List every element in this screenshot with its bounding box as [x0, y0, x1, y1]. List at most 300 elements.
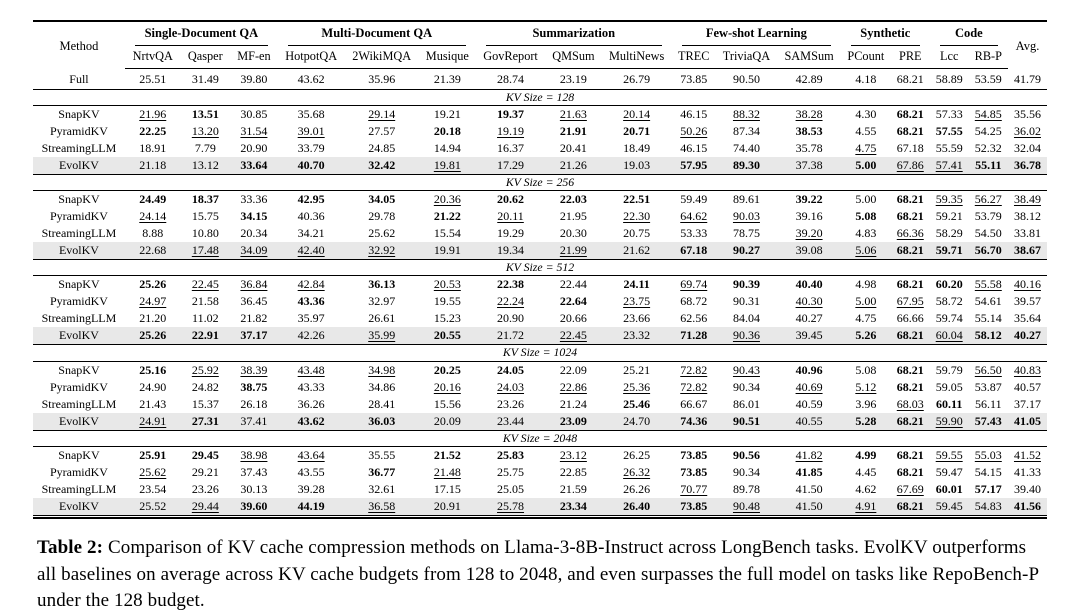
- column-group-label: Synthetic: [851, 26, 920, 46]
- second-best-value: 4.91: [855, 498, 877, 513]
- value-cell: 32.61: [368, 481, 396, 496]
- column-header: PCount: [841, 47, 891, 69]
- second-best-value: 25.62: [139, 464, 167, 479]
- value-cell: [344, 106, 418, 124]
- best-value: 41.56: [1013, 498, 1041, 513]
- value-cell: 19.29: [497, 226, 525, 241]
- value-cell: 31.49: [191, 71, 219, 86]
- value-cell: 4.62: [855, 481, 877, 496]
- results-table: [33, 20, 1047, 519]
- second-best-value: 42.84: [297, 277, 325, 292]
- value-cell: 90.34: [732, 464, 760, 479]
- value-cell: 29.78: [368, 209, 396, 224]
- value-cell: 41.79: [1013, 71, 1041, 86]
- value-cell: [969, 446, 1008, 464]
- column-header: Musique: [419, 47, 476, 69]
- method-cell: PyramidKV: [49, 124, 108, 139]
- column-header: HotpotQA: [278, 47, 345, 69]
- value-cell: 42.89: [795, 71, 823, 86]
- column-group-label: Few-shot Learning: [682, 26, 831, 46]
- best-value: 19.37: [497, 107, 525, 122]
- value-cell: 87.34: [732, 124, 760, 139]
- results-table-body: [33, 68, 1047, 518]
- best-value: 4.99: [855, 447, 877, 462]
- second-best-value: 20.16: [433, 379, 461, 394]
- best-value: 68.21: [896, 413, 924, 428]
- value-cell: [344, 498, 418, 516]
- best-value: 25.16: [139, 362, 167, 377]
- value-cell: [230, 276, 278, 294]
- value-cell: 43.33: [297, 379, 325, 394]
- value-cell: 21.43: [139, 396, 167, 411]
- value-cell: 59.05: [935, 379, 963, 394]
- value-cell: [230, 123, 278, 140]
- value-cell: 53.59: [974, 71, 1002, 86]
- best-value: 90.56: [732, 447, 760, 462]
- second-best-value: 68.03: [896, 396, 924, 411]
- value-cell: 26.18: [240, 396, 268, 411]
- value-cell: [419, 361, 476, 379]
- value-cell: 4.83: [855, 226, 877, 241]
- method-cell: StreamingLLM: [41, 311, 117, 326]
- table-row: [33, 481, 1047, 498]
- best-value: 68.21: [896, 277, 924, 292]
- value-cell: [476, 361, 546, 379]
- best-value: 22.51: [623, 192, 651, 207]
- value-cell: [716, 498, 778, 516]
- value-cell: 21.18: [125, 157, 181, 175]
- best-value: 20.55: [433, 328, 461, 343]
- caption-text: Comparison of KV cache compression methods on Llama-3-8B-Instruct across LongBench tasks. EvolKV outperforms all baselines on average across KV cache budgets from 128 to 2048, and even surpasses the full model on tasks like RepoBench-P under the 128 budget.: [37, 537, 1039, 612]
- value-cell: [1008, 157, 1047, 175]
- method-cell: SnapKV: [58, 107, 100, 122]
- value-cell: 29.21: [191, 464, 219, 479]
- value-cell: 35.64: [1013, 311, 1041, 326]
- value-cell: 24.82: [191, 379, 219, 394]
- value-cell: [278, 413, 345, 431]
- table-bottom-rule-cell: [33, 515, 1047, 518]
- value-cell: 40.27: [795, 311, 823, 326]
- column-header: MultiNews: [601, 47, 671, 69]
- second-best-value: 23.75: [623, 294, 651, 309]
- value-cell: [476, 293, 546, 310]
- second-best-value: 19.19: [497, 124, 525, 139]
- second-best-value: 25.36: [623, 379, 651, 394]
- value-cell: [841, 242, 891, 260]
- value-cell: [930, 446, 969, 464]
- value-cell: [777, 276, 841, 294]
- table-row: [33, 464, 1047, 481]
- value-cell: [545, 106, 601, 124]
- best-value: 20.18: [433, 124, 461, 139]
- second-best-value: 23.12: [559, 447, 587, 462]
- value-cell: 20.41: [559, 141, 587, 156]
- value-cell: [344, 361, 418, 379]
- value-cell: [230, 361, 278, 379]
- value-cell: 46.15: [680, 107, 708, 122]
- value-cell: [1008, 446, 1047, 464]
- column-group-label: Single-Document QA: [135, 26, 268, 46]
- value-cell: [278, 191, 345, 209]
- value-cell: [841, 379, 891, 396]
- value-cell: [125, 464, 181, 481]
- value-cell: 32.04: [1013, 141, 1041, 156]
- value-cell: 4.98: [855, 277, 877, 292]
- value-cell: [891, 293, 930, 310]
- value-cell: [891, 242, 930, 260]
- value-cell: 37.41: [230, 413, 278, 431]
- value-cell: 39.80: [240, 71, 268, 86]
- value-cell: 34.86: [368, 379, 396, 394]
- table-row: [33, 379, 1047, 396]
- value-cell: 13.12: [181, 157, 230, 175]
- value-cell: 15.75: [191, 209, 219, 224]
- second-best-value: 4.75: [855, 141, 877, 156]
- value-cell: [777, 464, 841, 481]
- value-cell: 15.37: [191, 396, 219, 411]
- value-cell: [278, 446, 345, 464]
- value-cell: [125, 413, 181, 431]
- method-cell: EvolKV: [33, 327, 125, 345]
- value-cell: [969, 361, 1008, 379]
- value-cell: [419, 446, 476, 464]
- value-cell: [278, 123, 345, 140]
- value-cell: 8.88: [142, 226, 164, 241]
- value-cell: 35.78: [795, 141, 823, 156]
- best-value: 38.75: [240, 379, 268, 394]
- value-cell: 23.54: [139, 481, 167, 496]
- best-value: 25.83: [497, 447, 525, 462]
- best-value: 68.21: [896, 464, 924, 479]
- value-cell: 37.43: [240, 464, 268, 479]
- value-cell: 36.45: [240, 294, 268, 309]
- value-cell: 59.79: [935, 362, 963, 377]
- second-best-value: 90.03: [732, 209, 760, 224]
- value-cell: [891, 208, 930, 225]
- best-value: 29.45: [191, 447, 219, 462]
- value-cell: [969, 327, 1008, 345]
- best-value: 74.36: [680, 413, 708, 428]
- value-cell: [545, 498, 601, 516]
- value-cell: 58.29: [935, 226, 963, 241]
- best-value: 68.21: [896, 107, 924, 122]
- column-header: NrtvQA: [125, 47, 181, 69]
- value-cell: 89.78: [732, 481, 760, 496]
- value-cell: 19.91: [419, 242, 476, 260]
- method-cell: PyramidKV: [49, 464, 108, 479]
- value-cell: [930, 191, 969, 209]
- best-value: 24.11: [623, 277, 650, 292]
- value-cell: 22.44: [559, 277, 587, 292]
- kv-size-section-row: [33, 89, 1047, 105]
- value-cell: 15.56: [433, 396, 461, 411]
- column-group-header: [125, 21, 278, 47]
- value-cell: 26.26: [623, 481, 651, 496]
- column-header: TREC: [672, 47, 716, 69]
- second-best-value: 38.28: [795, 107, 823, 122]
- kv-size-section-row: [33, 430, 1047, 446]
- value-cell: [419, 191, 476, 209]
- value-cell: [930, 413, 969, 431]
- value-cell: [545, 123, 601, 140]
- value-cell: 90.34: [732, 379, 760, 394]
- value-cell: 67.18: [896, 141, 924, 156]
- second-best-value: 39.01: [297, 124, 325, 139]
- best-value: 26.40: [623, 498, 651, 513]
- value-cell: [841, 413, 891, 431]
- value-cell: [230, 498, 278, 516]
- value-cell: [841, 157, 891, 175]
- value-cell: [344, 327, 418, 345]
- value-cell: [181, 413, 230, 431]
- value-cell: [777, 361, 841, 379]
- column-header: QMSum: [545, 47, 601, 69]
- second-best-value: 90.36: [732, 328, 760, 343]
- header-group-row: [33, 21, 1047, 47]
- value-cell: 35.97: [297, 311, 325, 326]
- value-cell: 41.33: [1013, 464, 1041, 479]
- kv-size-section-row: [33, 260, 1047, 276]
- kv-size-section-label: KV Size = 2048: [33, 430, 1047, 446]
- value-cell: [841, 208, 891, 225]
- value-cell: 40.36: [297, 209, 325, 224]
- table-caption: [37, 535, 1043, 615]
- value-cell: 22.09: [559, 362, 587, 377]
- value-cell: 37.17: [1013, 396, 1041, 411]
- value-cell: 20.75: [623, 226, 651, 241]
- value-cell: [125, 123, 181, 140]
- value-cell: 37.38: [777, 157, 841, 175]
- value-cell: 41.50: [795, 481, 823, 496]
- value-cell: 25.05: [497, 481, 525, 496]
- second-best-value: 59.90: [935, 413, 963, 428]
- value-cell: 21.62: [601, 242, 671, 260]
- value-cell: [125, 293, 181, 310]
- best-value: 21.22: [433, 209, 461, 224]
- value-cell: 21.95: [559, 209, 587, 224]
- value-cell: 23.26: [497, 396, 525, 411]
- best-value: 27.31: [191, 413, 219, 428]
- value-cell: 86.01: [732, 396, 760, 411]
- method-cell: PyramidKV: [49, 294, 108, 309]
- best-value: 23.09: [559, 413, 587, 428]
- kv-size-section-row: [33, 175, 1047, 191]
- value-cell: [969, 276, 1008, 294]
- value-cell: 89.61: [732, 192, 760, 207]
- column-header: PRE: [891, 47, 930, 69]
- best-value: 43.36: [297, 294, 325, 309]
- value-cell: 20.90: [497, 311, 525, 326]
- second-best-value: 88.32: [732, 107, 760, 122]
- table-row: [33, 293, 1047, 310]
- best-value: 90.51: [732, 413, 760, 428]
- value-cell: [278, 242, 345, 260]
- value-cell: [672, 157, 716, 175]
- column-group-label: Multi-Document QA: [288, 26, 466, 46]
- best-value: 5.08: [855, 209, 877, 224]
- full-model-row: [33, 68, 1047, 89]
- value-cell: 39.57: [1013, 294, 1041, 309]
- header-subcolumn-row: [33, 47, 1047, 69]
- value-cell: 17.29: [476, 157, 546, 175]
- best-value: 13.51: [191, 107, 219, 122]
- value-cell: [181, 191, 230, 209]
- value-cell: [891, 481, 930, 498]
- value-cell: [716, 242, 778, 260]
- best-value: 22.25: [139, 124, 167, 139]
- value-cell: 21.59: [559, 481, 587, 496]
- table-row: [33, 140, 1047, 157]
- second-best-value: 90.48: [732, 498, 760, 513]
- value-cell: [344, 413, 418, 431]
- value-cell: 27.57: [368, 124, 396, 139]
- second-best-value: 21.99: [559, 243, 587, 258]
- value-cell: 24.70: [601, 413, 671, 431]
- value-cell: [891, 498, 930, 516]
- value-cell: [419, 327, 476, 345]
- value-cell: 43.62: [297, 71, 325, 86]
- value-cell: [891, 191, 930, 209]
- value-cell: 25.75: [497, 464, 525, 479]
- table-row: [33, 225, 1047, 242]
- value-cell: [716, 413, 778, 431]
- second-best-value: 5.12: [855, 379, 877, 394]
- value-cell: 14.94: [433, 141, 461, 156]
- second-best-value: 20.11: [497, 209, 524, 224]
- value-cell: [278, 498, 345, 516]
- second-best-value: 26.32: [623, 464, 651, 479]
- value-cell: [125, 276, 181, 294]
- value-cell: [841, 498, 891, 516]
- value-cell: [1008, 498, 1047, 516]
- value-cell: [125, 327, 181, 345]
- value-cell: 20.34: [240, 226, 268, 241]
- value-cell: 73.85: [680, 71, 708, 86]
- value-cell: 39.16: [795, 209, 823, 224]
- best-value: 57.55: [935, 124, 963, 139]
- best-value: 38.67: [1013, 243, 1041, 258]
- value-cell: [1008, 361, 1047, 379]
- value-cell: 53.33: [680, 226, 708, 241]
- second-best-value: 38.39: [240, 362, 268, 377]
- value-cell: 25.51: [139, 71, 167, 86]
- best-value: 57.95: [680, 158, 708, 173]
- best-value: 73.85: [680, 464, 708, 479]
- value-cell: 68.72: [680, 294, 708, 309]
- best-value: 34.15: [240, 209, 268, 224]
- second-best-value: 25.78: [497, 498, 525, 513]
- second-best-value: 70.77: [680, 481, 708, 496]
- best-value: 42.95: [297, 192, 325, 207]
- value-cell: 55.14: [974, 311, 1002, 326]
- value-cell: [125, 191, 181, 209]
- value-cell: [777, 106, 841, 124]
- value-cell: 10.80: [191, 226, 219, 241]
- table-row: [33, 413, 1047, 431]
- column-group-header: [930, 21, 1008, 47]
- best-value: 39.22: [795, 192, 823, 207]
- value-cell: [891, 225, 930, 242]
- second-best-value: 22.30: [623, 209, 651, 224]
- best-value: 40.96: [795, 362, 823, 377]
- value-cell: [672, 413, 716, 431]
- second-best-value: 67.69: [896, 481, 924, 496]
- best-value: 25.91: [139, 447, 167, 462]
- second-best-value: 60.04: [935, 328, 963, 343]
- value-cell: 39.45: [777, 327, 841, 345]
- value-cell: 34.21: [297, 226, 325, 241]
- method-cell: SnapKV: [58, 362, 100, 377]
- best-value: 60.11: [936, 396, 963, 411]
- second-best-value: 32.92: [368, 243, 396, 258]
- second-best-value: 40.30: [795, 294, 823, 309]
- column-header: Qasper: [181, 47, 230, 69]
- second-best-value: 31.54: [240, 124, 268, 139]
- value-cell: [545, 242, 601, 260]
- value-cell: [930, 396, 969, 413]
- value-cell: [672, 498, 716, 516]
- method-cell: SnapKV: [58, 192, 100, 207]
- caption-label: Table 2:: [37, 537, 104, 559]
- value-cell: [891, 379, 930, 396]
- second-best-value: 72.82: [680, 379, 708, 394]
- value-cell: 74.40: [732, 141, 760, 156]
- column-header: RB-P: [969, 47, 1008, 69]
- table-row: [33, 446, 1047, 464]
- value-cell: [278, 361, 345, 379]
- second-best-value: 66.36: [896, 226, 924, 241]
- value-cell: 90.31: [732, 294, 760, 309]
- value-cell: [601, 464, 671, 481]
- value-cell: 59.47: [935, 464, 963, 479]
- second-best-value: 5.06: [855, 243, 877, 258]
- value-cell: [545, 446, 601, 464]
- second-best-value: 22.45: [559, 328, 587, 343]
- best-value: 90.39: [732, 277, 760, 292]
- method-cell: PyramidKV: [49, 379, 108, 394]
- column-group-header: [278, 21, 476, 47]
- value-cell: 4.45: [855, 464, 877, 479]
- value-cell: [344, 157, 418, 175]
- value-cell: 28.74: [497, 71, 525, 86]
- value-cell: 26.25: [623, 447, 651, 462]
- value-cell: 16.37: [497, 141, 525, 156]
- value-cell: 21.82: [240, 311, 268, 326]
- value-cell: 59.45: [930, 498, 969, 516]
- value-cell: [841, 293, 891, 310]
- second-best-value: 40.16: [1013, 277, 1041, 292]
- value-cell: 39.08: [777, 242, 841, 260]
- best-value: 21.91: [559, 124, 587, 139]
- column-header: Lcc: [930, 47, 969, 69]
- value-cell: [672, 361, 716, 379]
- value-cell: [777, 191, 841, 209]
- method-cell: EvolKV: [33, 413, 125, 431]
- value-cell: [476, 498, 546, 516]
- value-cell: [545, 413, 601, 431]
- value-cell: 4.30: [855, 107, 877, 122]
- best-value: 22.38: [497, 277, 525, 292]
- best-value: 60.20: [935, 277, 963, 292]
- method-cell: PyramidKV: [49, 209, 108, 224]
- value-cell: 40.57: [1013, 379, 1041, 394]
- second-best-value: 34.09: [240, 243, 268, 258]
- table-row: [33, 327, 1047, 345]
- column-header: SAMSum: [777, 47, 841, 69]
- second-best-value: 21.48: [433, 464, 461, 479]
- second-best-value: 13.20: [191, 124, 219, 139]
- second-best-value: 34.98: [368, 362, 396, 377]
